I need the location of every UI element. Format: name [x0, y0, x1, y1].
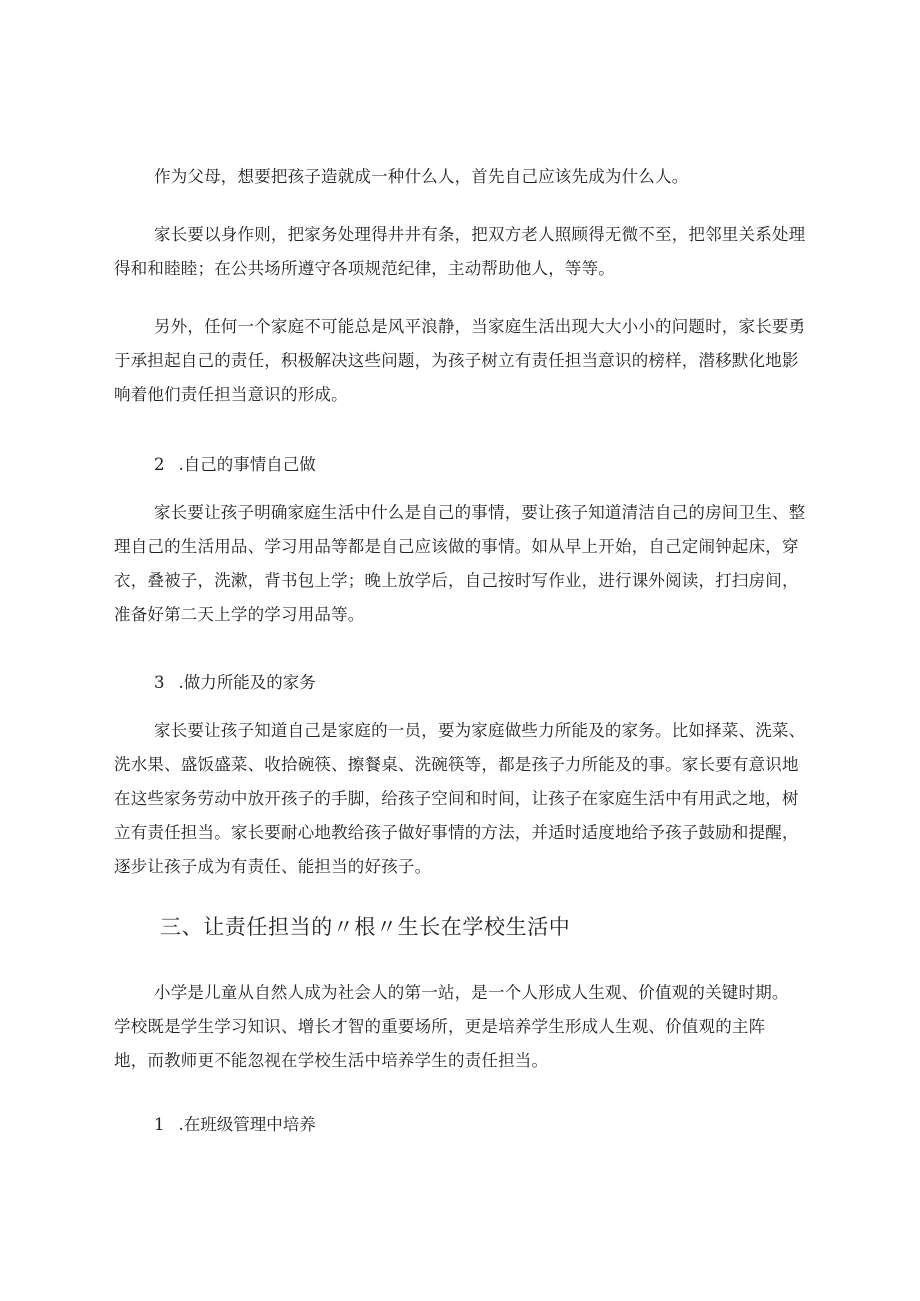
subheading-number: 1 — [154, 1115, 165, 1134]
text-line: 衣，叠被子，洗漱，背书包上学；晚上放学后，自己按时写作业，进行课外阅读，打扫房间， — [114, 571, 799, 590]
subheading-title: .做力所能及的家务 — [178, 673, 316, 692]
text-line: 逐步让孩子成为有责任、能担当的好孩子。 — [114, 857, 432, 876]
paragraph-housework — [114, 714, 814, 884]
subheading-title: .自己的事情自己做 — [178, 455, 316, 474]
text-line: 于承担起自己的责任，积极解决这些问题，为孩子树立有责任担当意识的榜样，潜移默化地影 — [114, 351, 799, 370]
paragraph-own-things — [114, 496, 814, 632]
text-line: 另外，任何一个家庭不可能总是风平浪静，当家庭生活出现大大小小的问题时，家长要勇 — [154, 317, 806, 336]
paragraph-lead-by-example — [114, 218, 814, 286]
subheading-title: .在班级管理中培养 — [178, 1115, 316, 1134]
text-line: 响着他们责任担当意识的形成。 — [114, 385, 348, 404]
subheading-class-management — [154, 1108, 316, 1142]
text-line: 立有责任担当。家长要耐心地教给孩子做好事情的方法，并适时适度地给予孩子鼓励和提醒， — [114, 823, 799, 842]
section-heading-school-life: 三、让责任担当的〃根〃生长在学校生活中 — [160, 915, 571, 939]
subheading-number: 3 — [154, 673, 165, 692]
paragraph-family-problems — [114, 310, 814, 412]
text-line: 作为父母，想要把孩子造就成一种什么人，首先自己应该先成为什么人。 — [154, 167, 689, 186]
text-line: 家长要让孩子知道自己是家庭的一员，要为家庭做些力所能及的家务。比如择菜、洗菜、 — [154, 721, 806, 740]
text-line: 学校既是学生学习知识、增长才智的重要场所，更是培养学生形成人生观、价值观的主阵 — [114, 1017, 766, 1036]
text-line: 洗水果、盛饭盛菜、收拾碗筷、擦餐桌、洗碗筷等，都是孩子力所能及的事。家长要有意识地 — [114, 755, 799, 774]
text-line: 小学是儿童从自然人成为社会人的第一站，是一个人形成人生观、价值观的关键时期。 — [154, 983, 789, 1002]
subheading-housework — [154, 666, 316, 700]
text-line: 得和和睦睦；在公共场所遵守各项规范纪律，主动帮助他人，等等。 — [114, 259, 615, 278]
subheading-own-things — [154, 448, 316, 482]
paragraph-parents-example — [114, 160, 814, 194]
text-line: 家长要让孩子明确家庭生活中什么是自己的事情，要让孩子知道清洁自己的房间卫生、整 — [154, 503, 806, 522]
text-line: 理自己的生活用品、学习用品等都是自己应该做的事情。如从早上开始，自己定闹钟起床，穿 — [114, 537, 799, 556]
paragraph-primary-school — [114, 976, 814, 1078]
text-line: 在这些家务劳动中放开孩子的手脚，给孩子空间和时间，让孩子在家庭生活中有用武之地，树 — [114, 789, 799, 808]
text-line: 地，而教师更不能忽视在学校生活中培养学生的责任担当。 — [114, 1051, 549, 1070]
subheading-number: 2 — [154, 455, 165, 474]
text-line: 准备好第二天上学的学习用品等。 — [114, 605, 365, 624]
text-line: 家长要以身作则，把家务处理得井井有条，把双方老人照顾得无微不至，把邻里关系处理 — [154, 225, 806, 244]
